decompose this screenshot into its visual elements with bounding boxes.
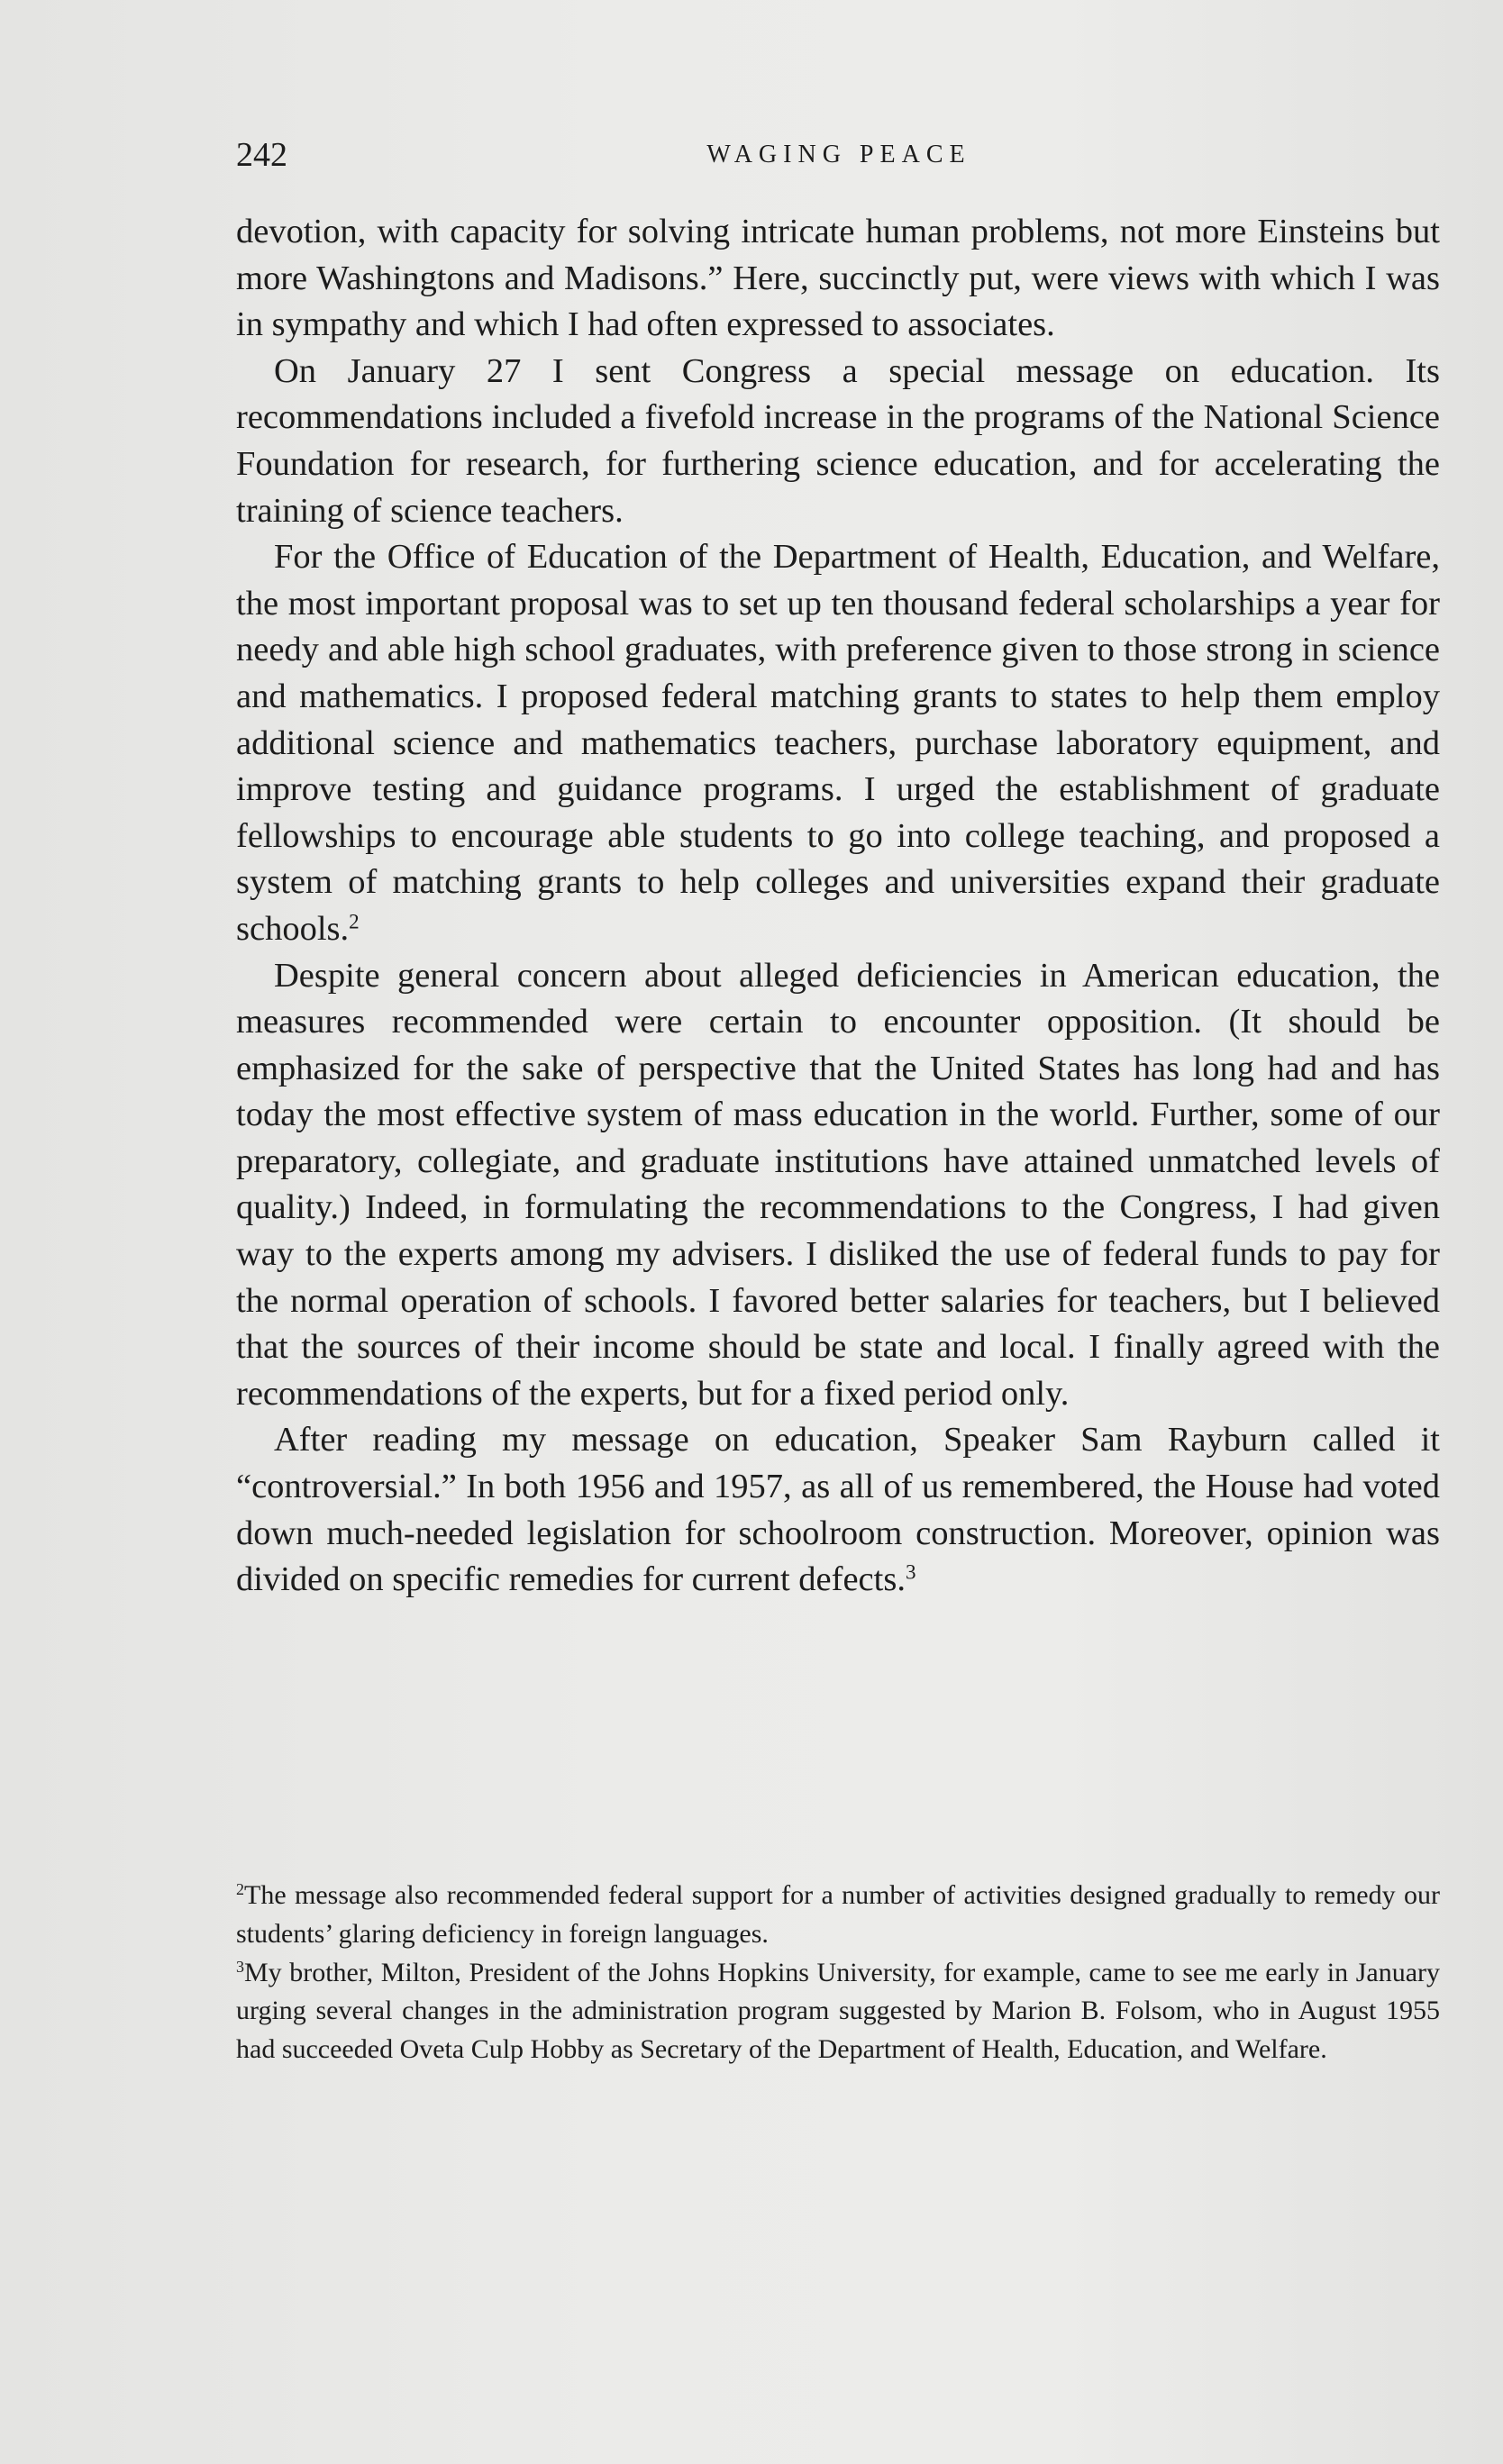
paragraph-text: Despite general concern about alleged deficiencies in American education, the measures recommended were certain to encounter opposition. (It should be emphasized for the sake of perspective that the United States has long had and has today the most effective system of mass education in the world. Further, some of our preparatory, collegiate, and graduate institutions have attained unmatched levels of quality.) Indeed, in formulating the recommendations to the Congress, I had given way to the experts among my advisers. I disliked the use of federal funds to pay for the normal operation of schools. I favored better salaries for teachers, but I believed that the sources of their income should be state and local. I finally agreed with the recommendations of the experts, but for a fixed period only. [236,956,1440,1413]
footnote-2 [236,1877,1440,1954]
footnote-text: The message also recommended federal support for a number of activities designed gradually to remedy our students’ glaring deficiency in foreign languages. [236,1880,1440,1949]
paragraph-text: For the Office of Education of the Department of Health, Education, and Welfare, the most important proposal was to set up ten thousand federal scholarships a year for needy and able high school graduates, with preference given to those strong in science and mathematics. I proposed federal matching grants to states to help them employ additional science and mathematics teachers, purchase laboratory equipment, and improve testing and guidance programs. I urged the establishment of graduate fellowships to encourage able students to go into college teaching, and proposed a system of matching grants to help colleges and universities expand their graduate schools. [236,538,1440,948]
paragraph-2 [236,349,1440,534]
paragraph-text: On January 27 I sent Congress a special message on education. Its recommendations included a fivefold increase in the programs of the National Science Foundation for research, for furthering science education, and for accelerating the training of science teachers. [236,351,1440,530]
footnote-ref-3[interactable]: 3 [905,1559,916,1584]
paragraph-1 [236,209,1440,349]
paragraph-5 [236,1417,1440,1603]
body-text [236,209,1440,1604]
paragraph-4 [236,953,1440,1418]
footnote-ref-2[interactable]: 2 [349,909,360,933]
footnote-mark: 2 [236,1880,244,1899]
footnote-mark: 3 [236,1957,244,1976]
footnotes [236,1877,1440,2069]
running-head [236,135,1442,180]
footnote-3 [236,1954,1440,2069]
running-title: WAGING PEACE [706,141,971,168]
footnote-text: My brother, Milton, President of the Johns Hopkins University, for example, came to see me early in January urging several changes in the administration program suggested by Marion B. Folsom, who in August 1955 had succeeded Oveta Culp Hobby as Secretary of the Department of Health, Education, and Welfare. [236,1957,1440,2065]
paragraph-text: devotion, with capacity for solving intricate human problems, not more Einsteins but more Washingtons and Madisons.” Here, succinctly put, were views with which I was in sympathy and which I had often expressed to associates. [236,213,1440,344]
paragraph-text: After reading my message on education, Speaker Sam Rayburn called it “controversial.” In both 1956 and 1957, as all of us remembered, the House had voted down much-needed legislation for schoolroom construction. Moreover, opinion was divided on specific remedies for current defects. [236,1421,1440,1599]
paragraph-3 [236,534,1440,952]
page-number: 242 [236,136,287,174]
